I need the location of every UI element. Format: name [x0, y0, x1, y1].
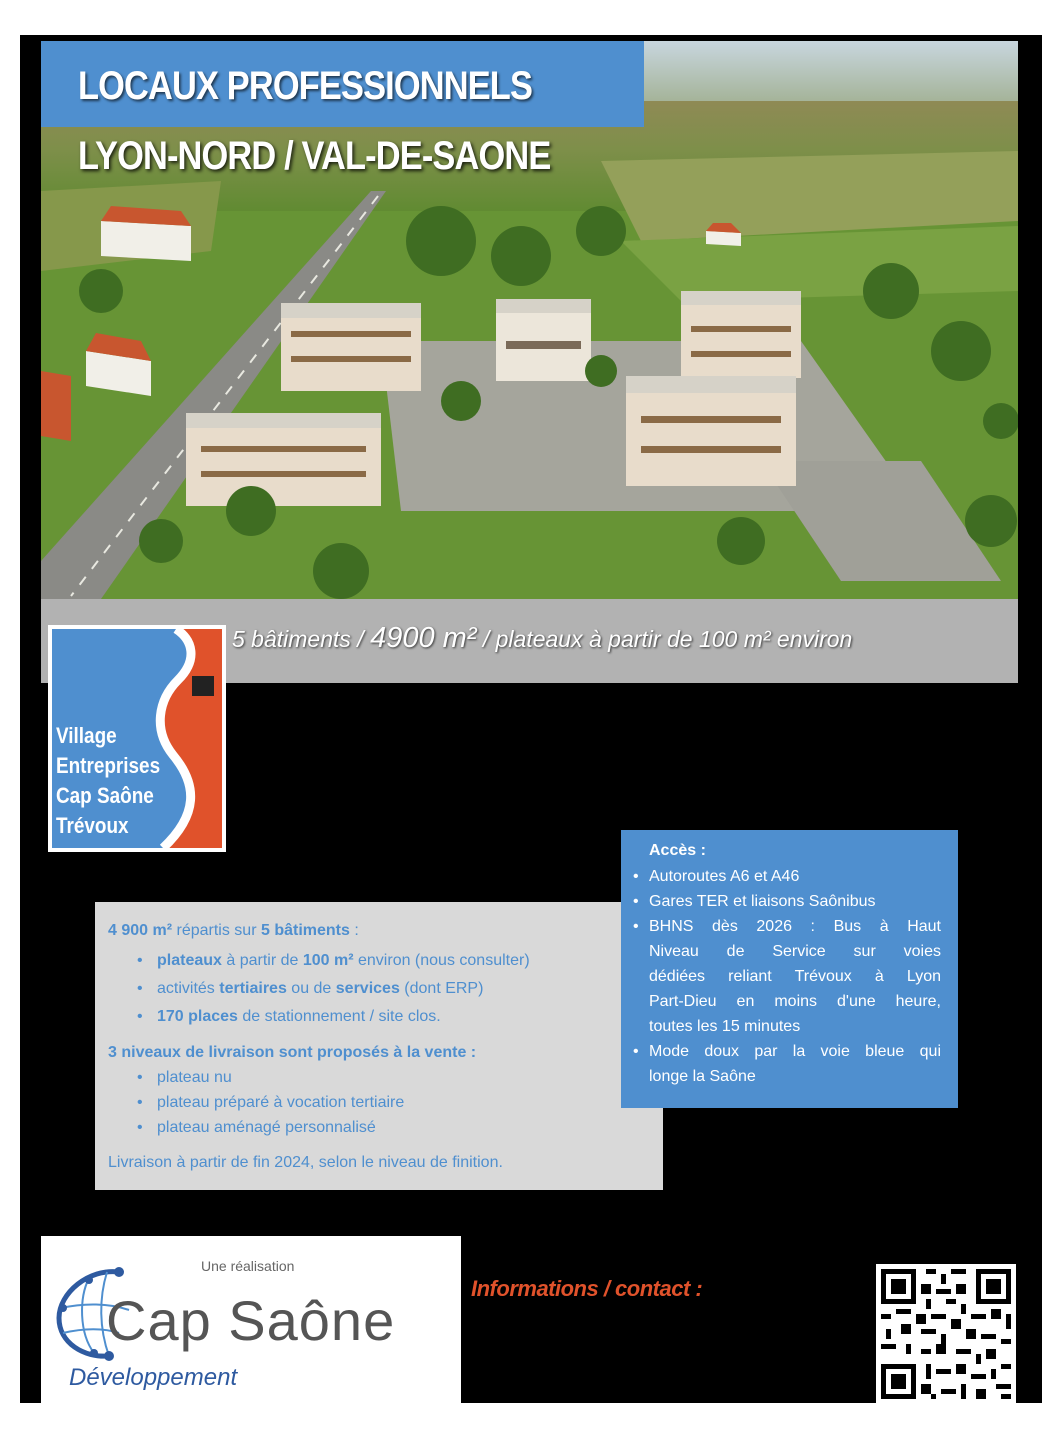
contact-label: Informations / contact :: [471, 1276, 703, 1301]
list-item: • Gares TER et liaisons Saônibus: [649, 889, 941, 914]
list-item: • Mode doux par la voie bleue qui longe la Saône: [649, 1039, 941, 1089]
page-subtitle: LYON-NORD / VAL-DE-SAONE: [78, 134, 551, 178]
program-details-box: [95, 902, 663, 1190]
qr-code[interactable]: [876, 1264, 1016, 1404]
summary-text: 5 bâtiments / 4900 m² / plateaux à partir de 100 m² environ: [232, 622, 853, 654]
delivery-note: Livraison à partir de fin 2024, selon le niveau de finition.: [108, 1154, 503, 1171]
list-item: • plateau nu: [157, 1069, 232, 1087]
cap-logo-subtitle: Développement: [69, 1364, 238, 1391]
qr-code-icon: [876, 1264, 1016, 1404]
list-item: • 170 places de stationnement / site clos.: [157, 1008, 441, 1026]
building: [681, 291, 801, 378]
building: [496, 299, 591, 381]
list-item: • plateau préparé à vocation tertiaire: [157, 1094, 404, 1112]
building: [281, 303, 421, 391]
cap-logo-tagline: Une réalisation: [201, 1258, 295, 1274]
program-intro: 4 900 m² répartis sur 5 bâtiments :: [108, 922, 359, 939]
building: [186, 413, 381, 506]
village-logo-text: Village Entreprises Cap Saône Trévoux: [56, 723, 161, 838]
village-entreprises-logo: [48, 625, 226, 852]
list-item: • Autoroutes A6 et A46: [649, 864, 941, 889]
building: [626, 376, 796, 486]
cap-logo-name: Cap Saône: [106, 1289, 396, 1352]
delivery-levels-title: 3 niveaux de livraison sont proposés à la vente :: [108, 1044, 477, 1061]
list-item: • plateaux à partir de 100 m² environ (nous consulter): [157, 952, 530, 970]
list-item: • activités tertiaires ou de services (dont ERP): [157, 980, 483, 998]
access-box: [621, 830, 958, 1108]
access-title: Accès :: [649, 842, 706, 859]
list-item: • plateau aménagé personnalisé: [157, 1119, 376, 1137]
cap-saone-logo: [41, 1236, 461, 1403]
list-item: • BHNS dès 2026 : Bus à Haut Niveau de Service sur voies dédiées reliant Trévoux à Lyon Part-Dieu en moins d'une heure, toutes les 15 minutes: [649, 914, 941, 1039]
page-title: LOCAUX PROFESSIONNELS: [78, 64, 533, 108]
